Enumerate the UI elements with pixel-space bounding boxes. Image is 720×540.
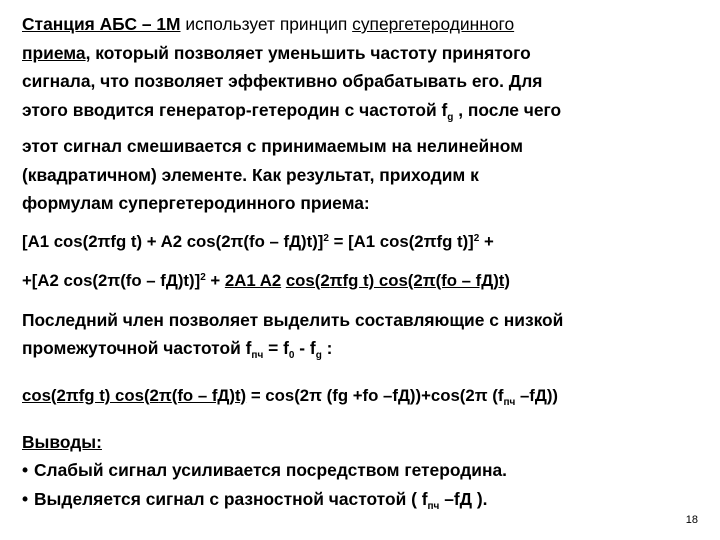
- last-term-line-1: Последний член позволяет выделить составляющие с низкой: [22, 309, 564, 330]
- conclusion-item-2: • Выделяется сигнал с разностной частотой ( $f_{пч}$ –fД ).: [22, 485, 702, 522]
- page-number: 18: [685, 514, 698, 526]
- bullet-icon: •: [22, 488, 29, 509]
- reception-link[interactable]: приема: [22, 42, 86, 63]
- intro-line-7: формулам супергетеродинного приема:: [22, 193, 370, 213]
- intro-line-3: сигнала, что позволяет эффективно обрабатывать его. Для: [22, 71, 543, 91]
- intro-line-1: Станция АБС – 1М использует принцип супергетеродинного: [22, 14, 515, 34]
- last-term-line-2: промежуточной частотой $f_{пч} = f_0 - f_g$ :: [22, 338, 333, 361]
- formula-line-1: [A1 cos(2πfg t) + A2 cos(2π(fo – fД)t)]$^2$ = [A1 cos(2πfg t)]$^2$ +: [22, 231, 494, 251]
- formula-line-3: cos(2πfg t) cos(2π(fo – fД)t) = cos(2π (fg +fo –fД))+cos(2π ($f_{пч}$ –fД)): [22, 385, 559, 408]
- conclusions-title: Выводы:: [22, 431, 102, 452]
- station-name: Станция АБС – 1М: [22, 14, 181, 34]
- conclusion-item-1: • Слабый сигнал усиливается посредством гетеродина.: [22, 456, 702, 485]
- bullet-icon: •: [22, 460, 29, 480]
- slide-content: [22, 10, 702, 521]
- formula-line-2: +[A2 cos(2π(fo – fД)t)]$^2$ + 2A1 A2 cos(2πfg t) cos(2π(fo – fД)t): [22, 270, 510, 290]
- superhet-link[interactable]: супергетеродинного: [352, 14, 515, 34]
- intro-line-4: этого вводится генератор-гетеродин с частотой $f_g$ , после чего: [22, 99, 562, 123]
- intro-line-5: этот сигнал смешивается с принимаемым на нелинейном: [22, 136, 523, 156]
- intro-line-2: приема, который позволяет уменьшить частоту принятого: [22, 42, 531, 63]
- intro-line-6: (квадратичном) элементе. Как результат, приходим к: [22, 164, 479, 185]
